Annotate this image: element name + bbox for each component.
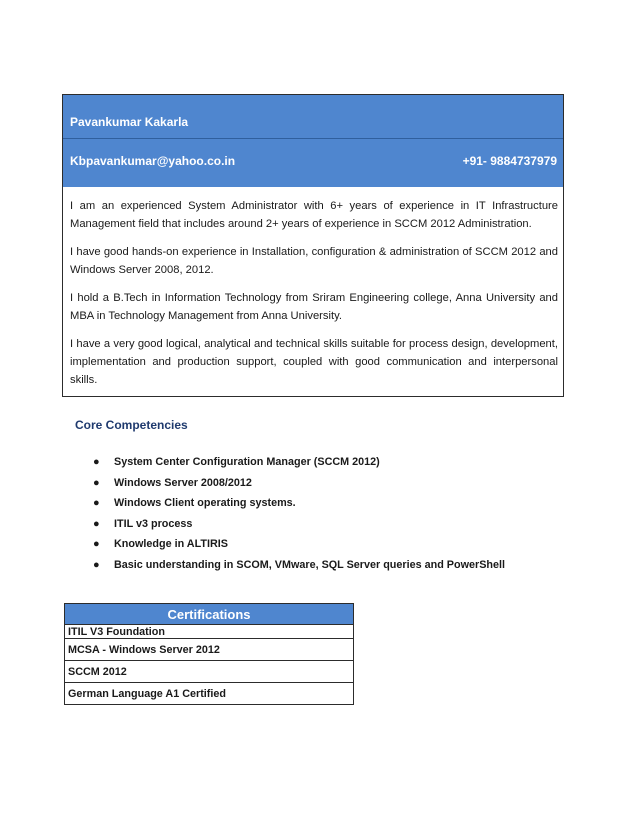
competency-text: Knowledge in ALTIRIS (114, 538, 228, 550)
header-divider (63, 138, 563, 139)
candidate-name: Pavankumar Kakarla (70, 115, 189, 129)
list-item (93, 493, 505, 514)
bullet-icon: ● (93, 497, 100, 509)
summary-paragraph: I have a very good logical, analytical and technical skills suitable for process design, development, implementation and production support, coupled with good communication and interpersonal skills. (70, 338, 558, 386)
bullet-icon: ● (93, 558, 100, 571)
list-item (93, 473, 505, 494)
table-row: MCSA - Windows Server 2012 (65, 639, 354, 661)
contact-header (63, 95, 563, 187)
profile-summary (70, 197, 558, 399)
bullet-icon: ● (93, 538, 100, 550)
summary-paragraph: I hold a B.Tech in Information Technology from Sriram Engineering college, Anna University and MBA in Technology Management from Anna University. (70, 292, 558, 322)
competency-text: ITIL v3 process (114, 517, 193, 530)
email-address[interactable]: Kbpavankumar@yahoo.co.in (70, 154, 236, 168)
competency-text: Windows Server 2008/2012 (114, 476, 252, 489)
list-item (93, 514, 505, 535)
bullet-icon: ● (93, 476, 100, 489)
table-row: SCCM 2012 (65, 661, 354, 683)
phone-number: +91- 9884737979 (462, 154, 557, 168)
certifications-heading: Certifications (65, 604, 354, 625)
competency-text: System Center Configuration Manager (SCCM 2012) (114, 456, 380, 468)
competencies-heading: Core Competencies (75, 418, 188, 432)
table-row: German Language A1 Certified (65, 683, 354, 705)
summary-paragraph: I am an experienced System Administrator with 6+ years of experience in IT Infrastructure Management field that includes around 2+ years of experience in SCCM 2012 Administration. (70, 200, 558, 230)
competencies-list (93, 452, 505, 575)
summary-paragraph: I have good hands-on experience in Installation, configuration & administration of SCCM 2012 and Windows Server 2008, 2012. (70, 246, 558, 276)
competency-text: Windows Client operating systems. (114, 497, 296, 509)
bullet-icon: ● (93, 456, 100, 468)
certifications-table (64, 603, 354, 705)
bullet-icon: ● (93, 517, 100, 530)
list-item (93, 534, 505, 555)
profile-box (62, 94, 564, 397)
table-row: ITIL V3 Foundation (65, 625, 354, 639)
competency-text: Basic understanding in SCOM, VMware, SQL Server queries and PowerShell (114, 558, 505, 571)
list-item (93, 452, 505, 473)
list-item (93, 555, 505, 576)
